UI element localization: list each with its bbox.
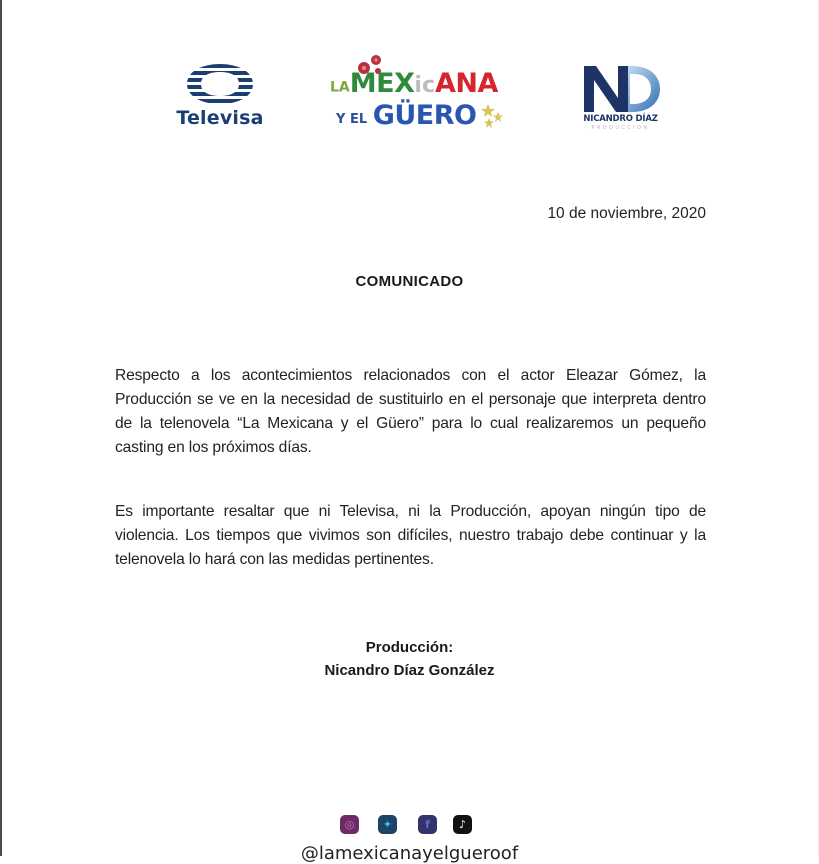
producer-wordmark: NICANDRO DÍAZ bbox=[583, 114, 658, 124]
show-title-line-1: LAMEXicANA bbox=[330, 68, 498, 99]
left-border bbox=[0, 0, 2, 856]
paragraph-1: Respecto a los acontecimientos relacionados con el actor Eleazar Gómez, la Producción se ve en la necesidad de sustituirlo en el personaje que interpreta dentro de la telenovela “La Mexicana y el Güero” para lo cual realizaremos un pequeño casting en los próximos días. bbox=[115, 367, 706, 456]
stars-icon bbox=[480, 104, 504, 130]
televisa-wordmark: Televisa bbox=[176, 107, 264, 129]
facebook-icon[interactable]: f bbox=[418, 815, 437, 834]
tiktok-icon[interactable]: ♪ bbox=[453, 815, 472, 834]
instagram-icon[interactable]: ◎ bbox=[340, 815, 359, 834]
show-title-line-2: Y EL GÜERO bbox=[336, 100, 477, 131]
producer-subtitle: PRODUCCIÓN bbox=[591, 125, 650, 131]
signature-name: Nicandro Díaz González bbox=[324, 662, 495, 679]
document-date: 10 de noviembre, 2020 bbox=[547, 205, 706, 222]
producer-logo bbox=[578, 64, 663, 134]
nd-monogram-icon bbox=[578, 64, 663, 114]
document-title: COMUNICADO bbox=[355, 273, 464, 290]
social-handle[interactable]: @lamexicanayelgueroof bbox=[300, 843, 519, 864]
televisa-logo bbox=[176, 62, 264, 132]
paragraph-2: Es importante resaltar que ni Televisa, ni la Producción, apoyan ningún tipo de violencia. Los tiempos que vivimos son difíciles, nuestro trabajo debe continuar y la telenovela lo hará con las medidas pertinentes. bbox=[115, 503, 706, 568]
signature-role: Producción: bbox=[365, 639, 454, 656]
show-logo bbox=[330, 54, 505, 136]
televisa-eye-icon bbox=[185, 62, 255, 106]
twitter-icon[interactable]: ✦ bbox=[378, 815, 397, 834]
social-icons-row bbox=[0, 815, 819, 837]
